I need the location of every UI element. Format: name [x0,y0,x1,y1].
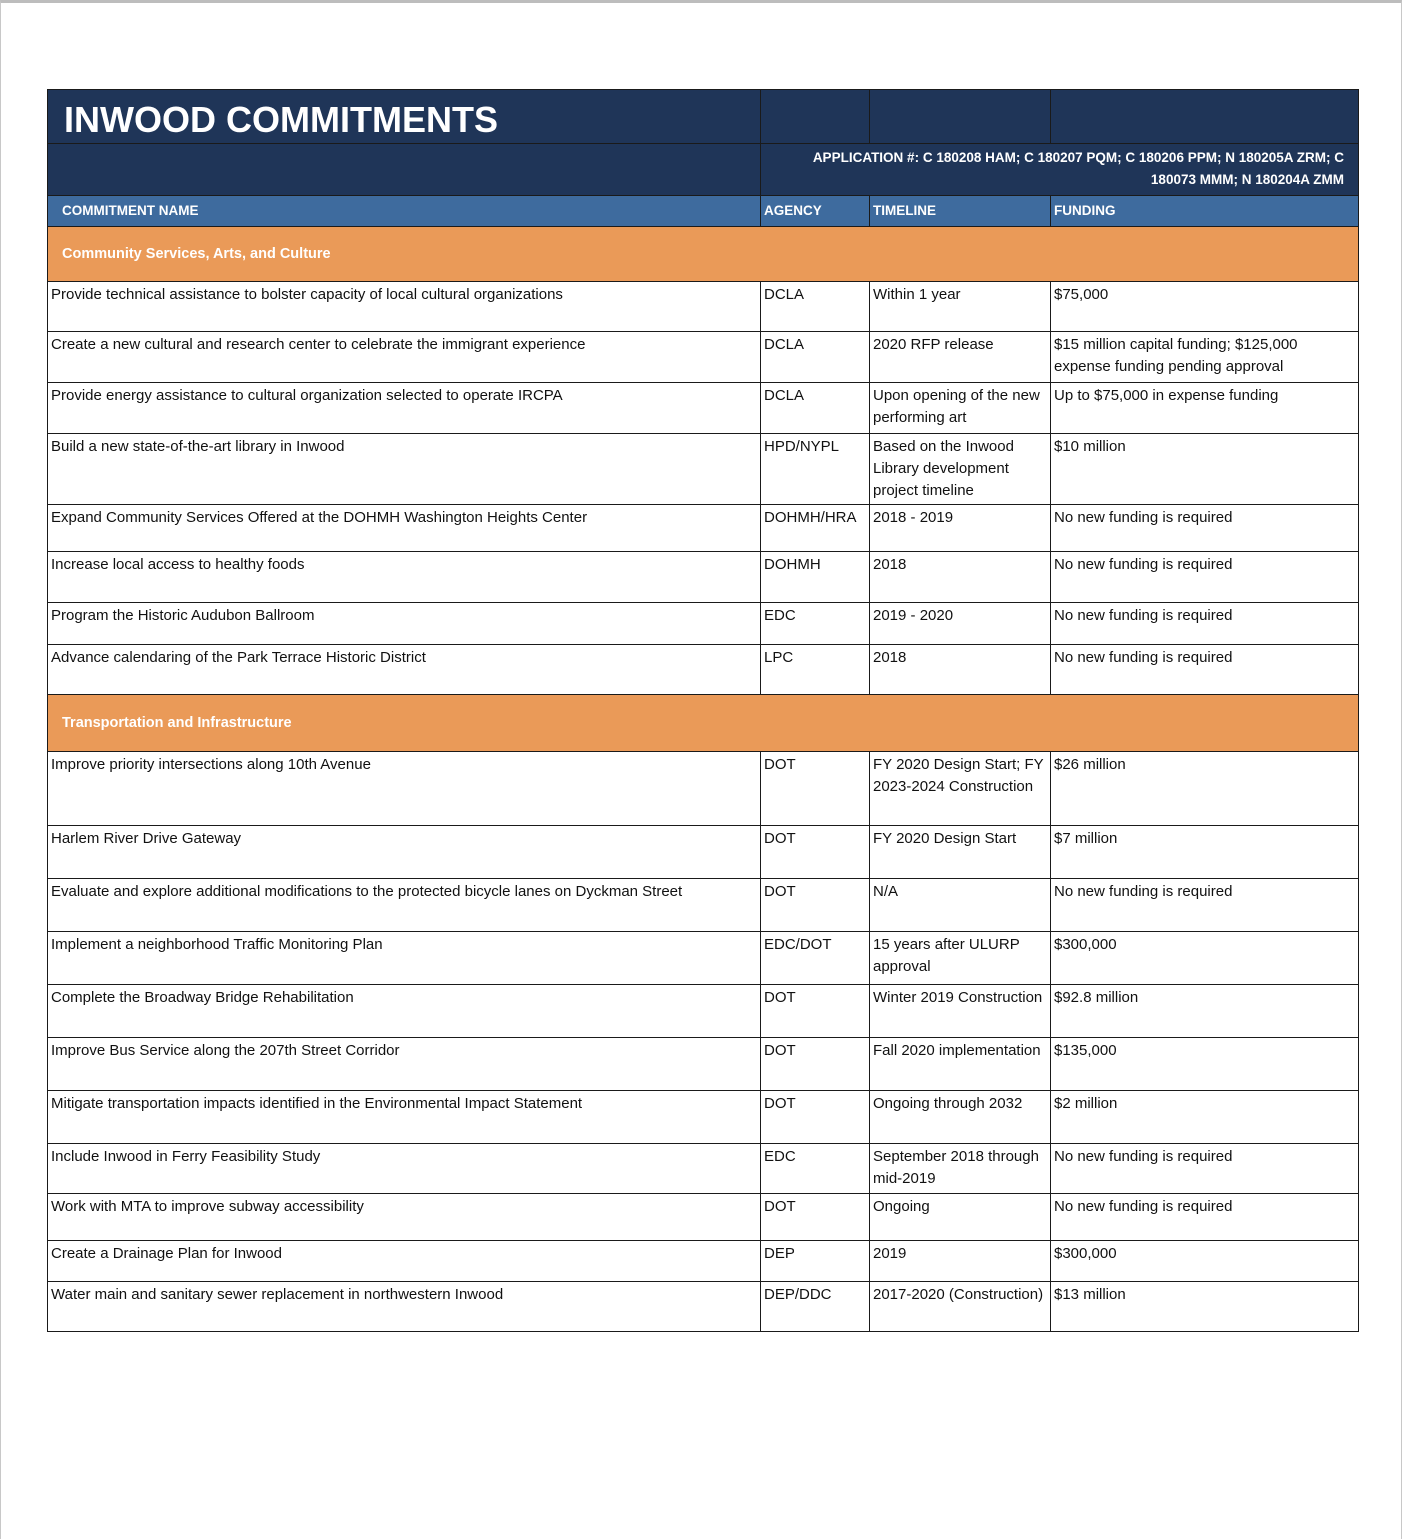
cell-name: Program the Historic Audubon Ballroom [48,603,761,645]
cell-name: Work with MTA to improve subway accessibility [48,1194,761,1241]
cell-funding: Up to $75,000 in expense funding [1051,383,1359,434]
table-row [48,1241,1359,1282]
document-title: INWOOD COMMITMENTS [48,90,761,144]
table-row [48,332,1359,383]
cell-name: Create a Drainage Plan for Inwood [48,1241,761,1282]
cell-agency: DOT [761,879,870,932]
cell-agency: DOT [761,752,870,826]
cell-name: Build a new state-of-the-art library in Inwood [48,434,761,505]
cell-funding: $300,000 [1051,932,1359,985]
cell-agency: DCLA [761,282,870,332]
cell-timeline: N/A [870,879,1051,932]
title-row [48,90,1359,144]
header-timeline: TIMELINE [870,196,1051,227]
cell-funding: $15 million capital funding; $125,000 expense funding pending approval [1051,332,1359,383]
cell-timeline: Fall 2020 implementation [870,1038,1051,1091]
cell-funding: $10 million [1051,434,1359,505]
cell-timeline: Within 1 year [870,282,1051,332]
table-row [48,645,1359,695]
table-row [48,505,1359,552]
cell-timeline: 15 years after ULURP approval [870,932,1051,985]
cell-name: Implement a neighborhood Traffic Monitoring Plan [48,932,761,985]
cell-agency: DCLA [761,332,870,383]
table-row [48,383,1359,434]
cell-timeline: Ongoing [870,1194,1051,1241]
cell-funding: $26 million [1051,752,1359,826]
cell-agency: LPC [761,645,870,695]
cell-agency: EDC [761,603,870,645]
cell-funding: No new funding is required [1051,1144,1359,1194]
cell-timeline: September 2018 through mid-2019 [870,1144,1051,1194]
cell-agency: EDC/DOT [761,932,870,985]
table-row [48,752,1359,826]
cell-name: Water main and sanitary sewer replacement in northwestern Inwood [48,1282,761,1332]
cell-funding: $13 million [1051,1282,1359,1332]
cell-agency: HPD/NYPL [761,434,870,505]
cell-agency: DCLA [761,383,870,434]
cell-funding: No new funding is required [1051,879,1359,932]
header-agency: AGENCY [761,196,870,227]
cell-agency: DEP/DDC [761,1282,870,1332]
cell-agency: DOT [761,985,870,1038]
section-row [48,227,1359,282]
section-label: Transportation and Infrastructure [48,695,1359,752]
cell-agency: DOT [761,1194,870,1241]
header-commitment-name: COMMITMENT NAME [48,196,761,227]
cell-timeline: 2019 - 2020 [870,603,1051,645]
table-row [48,879,1359,932]
table-row [48,552,1359,603]
cell-name: Expand Community Services Offered at the DOHMH Washington Heights Center [48,505,761,552]
cell-agency: DOHMH [761,552,870,603]
section-label: Community Services, Arts, and Culture [48,227,1359,282]
header-funding: FUNDING [1051,196,1359,227]
cell-funding: $2 million [1051,1091,1359,1144]
cell-agency: EDC [761,1144,870,1194]
cell-timeline: 2018 [870,645,1051,695]
cell-name: Create a new cultural and research center to celebrate the immigrant experience [48,332,761,383]
title-spacer-cell [870,90,1051,144]
cell-timeline: Winter 2019 Construction [870,985,1051,1038]
cell-agency: DOT [761,1038,870,1091]
section-row [48,695,1359,752]
cell-name: Evaluate and explore additional modifications to the protected bicycle lanes on Dyckman Street [48,879,761,932]
cell-funding: $92.8 million [1051,985,1359,1038]
title-spacer-cell [761,90,870,144]
table-row [48,985,1359,1038]
cell-name: Improve priority intersections along 10th Avenue [48,752,761,826]
cell-name: Complete the Broadway Bridge Rehabilitation [48,985,761,1038]
cell-name: Harlem River Drive Gateway [48,826,761,879]
cell-timeline: Based on the Inwood Library development project timeline [870,434,1051,505]
cell-funding: No new funding is required [1051,603,1359,645]
cell-funding: $75,000 [1051,282,1359,332]
table-row [48,282,1359,332]
cell-timeline: 2020 RFP release [870,332,1051,383]
application-numbers: APPLICATION #: C 180208 HAM; C 180207 PQM; C 180206 PPM; N 180205A ZRM; C 180073 MMM; N 180204A ZMM [761,144,1359,196]
cell-name: Include Inwood in Ferry Feasibility Study [48,1144,761,1194]
cell-agency: DOHMH/HRA [761,505,870,552]
table-row [48,932,1359,985]
column-header-row [48,196,1359,227]
table-row [48,1091,1359,1144]
cell-timeline: 2017-2020 (Construction) [870,1282,1051,1332]
cell-name: Provide energy assistance to cultural organization selected to operate IRCPA [48,383,761,434]
cell-timeline: 2018 - 2019 [870,505,1051,552]
cell-funding: No new funding is required [1051,552,1359,603]
cell-timeline: FY 2020 Design Start; FY 2023-2024 Construction [870,752,1051,826]
cell-timeline: Upon opening of the new performing art [870,383,1051,434]
cell-name: Advance calendaring of the Park Terrace Historic District [48,645,761,695]
table-row [48,1282,1359,1332]
cell-timeline: 2019 [870,1241,1051,1282]
cell-timeline: FY 2020 Design Start [870,826,1051,879]
title-spacer-cell [1051,90,1359,144]
table-row [48,603,1359,645]
cell-name: Improve Bus Service along the 207th Street Corridor [48,1038,761,1091]
table-row [48,1144,1359,1194]
cell-funding: No new funding is required [1051,1194,1359,1241]
table-row [48,826,1359,879]
cell-funding: $300,000 [1051,1241,1359,1282]
cell-timeline: 2018 [870,552,1051,603]
cell-name: Increase local access to healthy foods [48,552,761,603]
cell-funding: No new funding is required [1051,505,1359,552]
cell-agency: DOT [761,1091,870,1144]
cell-name: Mitigate transportation impacts identified in the Environmental Impact Statement [48,1091,761,1144]
table-row [48,1194,1359,1241]
application-row [48,144,1359,196]
table-row [48,434,1359,505]
cell-agency: DOT [761,826,870,879]
cell-funding: No new funding is required [1051,645,1359,695]
cell-funding: $135,000 [1051,1038,1359,1091]
cell-name: Provide technical assistance to bolster capacity of local cultural organizations [48,282,761,332]
application-spacer-cell [48,144,761,196]
commitments-table [47,89,1359,1332]
cell-agency: DEP [761,1241,870,1282]
table-row [48,1038,1359,1091]
cell-funding: $7 million [1051,826,1359,879]
cell-timeline: Ongoing through 2032 [870,1091,1051,1144]
